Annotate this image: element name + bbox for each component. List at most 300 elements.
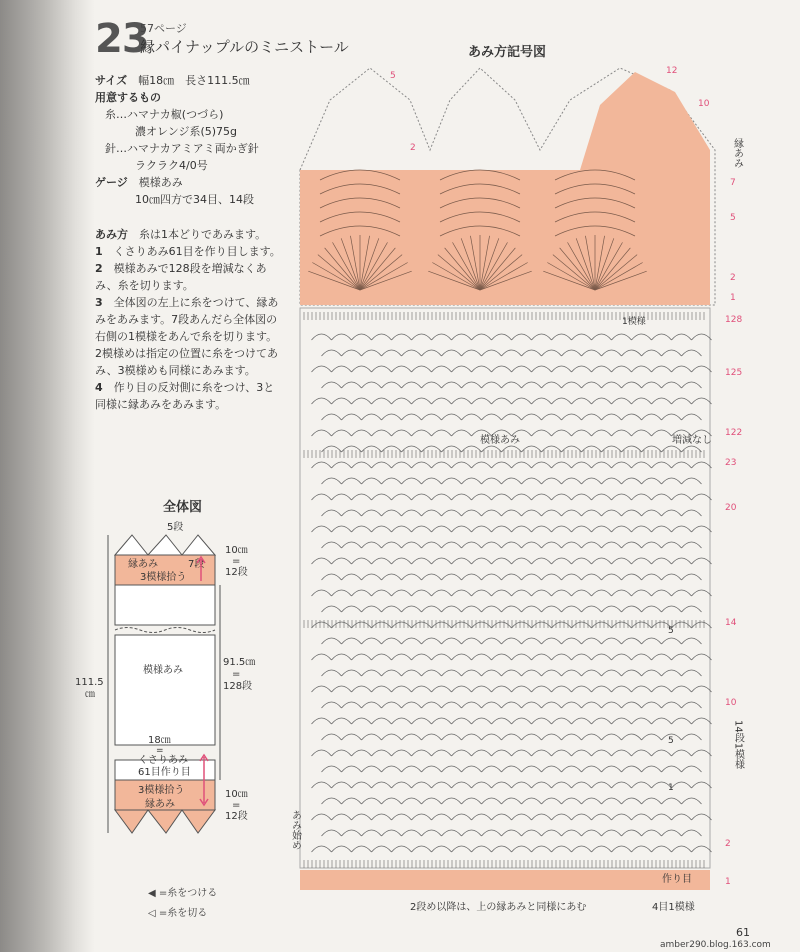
- chain-arch: [412, 782, 432, 788]
- chain-arch: [322, 478, 342, 484]
- chain-arch: [492, 782, 512, 788]
- chain-arch: [372, 526, 392, 532]
- chain-arch: [532, 590, 552, 596]
- chain-arch: [682, 702, 702, 708]
- chain-arch: [412, 590, 432, 596]
- chain-arch: [562, 702, 582, 708]
- chain-arch: [462, 766, 482, 772]
- chain-arch: [602, 702, 622, 708]
- chain-arch: [332, 366, 352, 372]
- chain-arch: [672, 814, 692, 820]
- chain-arch: [522, 670, 542, 676]
- chain-arch: [512, 846, 532, 852]
- chain-arch: [572, 334, 592, 340]
- chain-arch: [592, 622, 612, 628]
- size-label: サイズ: [95, 74, 128, 87]
- chain-arch: [342, 510, 362, 516]
- chain-arch: [682, 638, 702, 644]
- chain-label: くさりあみ: [138, 755, 188, 766]
- chain-arch: [402, 574, 422, 580]
- body-label: 模様あみ: [143, 665, 183, 676]
- chain-arch: [362, 574, 382, 580]
- chain-arch: [332, 654, 352, 660]
- page-reference: 57ページ: [140, 22, 187, 35]
- body-top-section: [115, 585, 215, 625]
- chain-arch: [352, 814, 372, 820]
- chain-arch: [692, 590, 712, 596]
- chain-arch: [312, 398, 332, 404]
- block-row-five: 5: [668, 626, 674, 636]
- chain-arch: [442, 510, 462, 516]
- legend-attach: ◀ =糸をつける: [148, 888, 218, 899]
- chain-arch: [332, 430, 352, 436]
- chain-arch: [452, 814, 472, 820]
- chain-arch: [392, 526, 412, 532]
- chain-arch: [392, 782, 412, 788]
- chain-arch: [472, 366, 492, 372]
- bottom-rows-count: 12段: [225, 811, 248, 822]
- chain-arch: [622, 478, 642, 484]
- bottom-scallop: [115, 810, 215, 833]
- chain-arch: [612, 526, 632, 532]
- chain-arch: [322, 798, 342, 804]
- chain-arch: [542, 830, 562, 836]
- chain-arch: [472, 846, 492, 852]
- chain-arch: [572, 558, 592, 564]
- chain-arch: [482, 606, 502, 612]
- chain-arch: [392, 846, 412, 852]
- chain-arch: [492, 750, 512, 756]
- chain-arch: [642, 382, 662, 388]
- chain-arch: [322, 766, 342, 772]
- edge-label-top: 縁あみ: [128, 559, 158, 570]
- specs-block: [95, 72, 295, 208]
- chain-arch: [442, 574, 462, 580]
- row-number: 14: [725, 618, 737, 628]
- chain-arch: [692, 814, 712, 820]
- chain-arch: [562, 734, 582, 740]
- chain-arch: [662, 830, 682, 836]
- chain-arch: [542, 638, 562, 644]
- chain-arch: [592, 654, 612, 660]
- width-label: 18㎝: [148, 735, 171, 746]
- chain-arch: [452, 718, 472, 724]
- chain-arch: [362, 382, 382, 388]
- chain-arch: [642, 446, 662, 452]
- chain-arch: [452, 622, 472, 628]
- chain-arch: [632, 654, 652, 660]
- chain-arch: [562, 414, 582, 420]
- chain-arch: [632, 366, 652, 372]
- chain-arch: [422, 606, 442, 612]
- chain-arch: [402, 638, 422, 644]
- chain-arch: [452, 846, 472, 852]
- chain-arch: [632, 494, 652, 500]
- chain-arch: [502, 606, 522, 612]
- chain-arch: [342, 574, 362, 580]
- chain-arch: [562, 830, 582, 836]
- chain-arch: [612, 430, 632, 436]
- equals-sign: =: [232, 556, 241, 567]
- chain-arch: [592, 558, 612, 564]
- chain-arch: [342, 638, 362, 644]
- stitch-chart-title: あみ方記号図: [468, 45, 547, 60]
- chain-arch: [572, 430, 592, 436]
- chain-arch: [382, 350, 402, 356]
- chain-arch: [482, 830, 502, 836]
- chain-arch: [472, 686, 492, 692]
- body-middle-section: [115, 635, 215, 745]
- chain-arch: [412, 398, 432, 404]
- chain-arch: [642, 542, 662, 548]
- chain-arch: [542, 670, 562, 676]
- needle-line-1: 針…ハマナカアミアミ両かぎ針: [105, 142, 259, 155]
- chain-arch: [362, 414, 382, 420]
- chain-arch: [642, 766, 662, 772]
- chain-arch: [482, 510, 502, 516]
- chain-arch: [422, 510, 442, 516]
- chain-arch: [542, 766, 562, 772]
- chain-arch: [392, 494, 412, 500]
- chain-arch: [472, 334, 492, 340]
- chain-arch: [462, 574, 482, 580]
- chain-arch: [322, 414, 342, 420]
- chain-arch: [352, 590, 372, 596]
- chain-arch: [572, 494, 592, 500]
- chain-arch: [442, 702, 462, 708]
- chain-arch: [362, 766, 382, 772]
- chain-arch: [422, 414, 442, 420]
- row-number: 125: [725, 368, 743, 378]
- chain-arch: [472, 654, 492, 660]
- chain-arch: [432, 686, 452, 692]
- chain-arch: [622, 414, 642, 420]
- chain-arch: [652, 334, 672, 340]
- chain-arch: [692, 622, 712, 628]
- top-rows-label: 5段: [167, 522, 184, 533]
- chain-arch: [552, 494, 572, 500]
- yarn-line-2: 濃オレンジ系(5)75g: [135, 125, 238, 138]
- chain-arch: [312, 718, 332, 724]
- chain-arch: [522, 734, 542, 740]
- chain-arch: [612, 718, 632, 724]
- chain-arch: [482, 382, 502, 388]
- chain-arch: [472, 622, 492, 628]
- row-number: 23: [725, 458, 737, 468]
- chain-arch: [312, 686, 332, 692]
- chain-arch: [462, 670, 482, 676]
- chain-arch: [532, 718, 552, 724]
- chain-arch: [472, 398, 492, 404]
- chain-arch: [482, 350, 502, 356]
- chain-arch: [482, 542, 502, 548]
- chain-arch: [432, 494, 452, 500]
- motif-repeat: 1模様: [622, 317, 646, 327]
- overall-diagram: [70, 495, 300, 855]
- instructions-block: [95, 226, 283, 413]
- chain-arch: [432, 366, 452, 372]
- chain-arch: [412, 686, 432, 692]
- chain-arch: [392, 398, 412, 404]
- chain-arch: [462, 350, 482, 356]
- chain-arch: [502, 734, 522, 740]
- chain-arch: [512, 494, 532, 500]
- chain-arch: [502, 414, 522, 420]
- chain-arch: [602, 734, 622, 740]
- chain-arch: [682, 414, 702, 420]
- chain-arch: [492, 686, 512, 692]
- chain-arch: [512, 654, 532, 660]
- chain-arch: [472, 558, 492, 564]
- chain-arch: [652, 718, 672, 724]
- chain-arch: [542, 798, 562, 804]
- chain-arch: [462, 798, 482, 804]
- chain-arch: [492, 814, 512, 820]
- chain-arch: [432, 846, 452, 852]
- chain-arch: [562, 670, 582, 676]
- chain-arch: [312, 590, 332, 596]
- chain-arch: [432, 558, 452, 564]
- row-number: 2: [730, 273, 736, 283]
- row-number: 10: [725, 698, 737, 708]
- foundation-edging: [300, 870, 710, 890]
- chain-arch: [582, 830, 602, 836]
- chain-arch: [442, 446, 462, 452]
- chain-arch: [432, 430, 452, 436]
- chain-arch: [362, 734, 382, 740]
- chain-arch: [582, 670, 602, 676]
- chain-arch: [592, 334, 612, 340]
- chain-arch: [362, 510, 382, 516]
- chain-arch: [502, 510, 522, 516]
- chain-arch: [622, 670, 642, 676]
- chain-arch: [352, 526, 372, 532]
- chain-arch: [662, 702, 682, 708]
- chain-arch: [592, 782, 612, 788]
- chain-arch: [552, 526, 572, 532]
- chain-arch: [672, 750, 692, 756]
- row-number: 7: [730, 178, 736, 188]
- chain-arch: [322, 446, 342, 452]
- chain-arch: [582, 734, 602, 740]
- chain-count: 61目作り目: [138, 767, 191, 778]
- chain-arch: [522, 830, 542, 836]
- chain-arch: [322, 638, 342, 644]
- gauge-label: ゲージ: [95, 176, 128, 189]
- chain-arch: [592, 814, 612, 820]
- row-number: 128: [725, 315, 743, 325]
- materials-label: 用意するもの: [95, 91, 161, 104]
- chain-arch: [452, 590, 472, 596]
- chain-arch: [372, 590, 392, 596]
- chain-arch: [612, 686, 632, 692]
- chain-arch: [372, 846, 392, 852]
- pickup-top: 3模様拾う: [140, 572, 187, 583]
- chain-arch: [472, 526, 492, 532]
- chain-arch: [462, 478, 482, 484]
- row-number: 2: [410, 143, 416, 153]
- total-length: 111.5: [75, 677, 104, 688]
- chain-arch: [682, 510, 702, 516]
- chain-arch: [572, 462, 592, 468]
- bottom-height: 10㎝: [225, 789, 248, 800]
- chain-arch: [582, 478, 602, 484]
- page-number: 61: [736, 926, 750, 939]
- chain-arch: [612, 782, 632, 788]
- chain-arch: [662, 542, 682, 548]
- chain-arch: [352, 846, 372, 852]
- chain-arch: [642, 510, 662, 516]
- chain-arch: [492, 622, 512, 628]
- chain-arch: [332, 558, 352, 564]
- chain-arch: [412, 526, 432, 532]
- top-scallop-outline: [115, 535, 215, 555]
- chain-arch: [312, 526, 332, 532]
- chain-arch: [452, 462, 472, 468]
- chain-arch: [652, 686, 672, 692]
- chain-arch: [592, 750, 612, 756]
- chain-arch: [662, 414, 682, 420]
- chain-arch: [382, 478, 402, 484]
- chain-arch: [662, 574, 682, 580]
- chain-arch: [372, 622, 392, 628]
- chain-arch: [682, 542, 702, 548]
- chain-arch: [532, 846, 552, 852]
- chain-arch: [542, 702, 562, 708]
- chain-arch: [502, 574, 522, 580]
- chain-arch: [482, 798, 502, 804]
- chain-arch: [392, 334, 412, 340]
- chain-arch: [342, 670, 362, 676]
- chain-arch: [492, 494, 512, 500]
- row-number: 12: [666, 66, 678, 76]
- no-change-label: 増減なし: [672, 435, 712, 446]
- chain-arch: [402, 734, 422, 740]
- chain-arch: [582, 766, 602, 772]
- chain-arch: [472, 814, 492, 820]
- chain-arch: [582, 350, 602, 356]
- chain-arch: [692, 462, 712, 468]
- chain-arch: [432, 462, 452, 468]
- chain-arch: [332, 590, 352, 596]
- chain-arch: [312, 494, 332, 500]
- chain-arch: [322, 734, 342, 740]
- chain-arch: [482, 478, 502, 484]
- chain-arch: [322, 574, 342, 580]
- chain-arch: [482, 414, 502, 420]
- chain-arch: [532, 494, 552, 500]
- total-length-unit: ㎝: [85, 689, 95, 700]
- chain-arch: [422, 798, 442, 804]
- chain-arch: [522, 478, 542, 484]
- chain-arch: [532, 430, 552, 436]
- chain-arch: [382, 830, 402, 836]
- chain-arch: [602, 382, 622, 388]
- chain-arch: [442, 830, 462, 836]
- chain-arch: [522, 766, 542, 772]
- row-number: 20: [725, 503, 737, 513]
- chain-arch: [532, 334, 552, 340]
- chain-arch: [412, 366, 432, 372]
- edging-fill-peak: [580, 72, 710, 170]
- chain-arch: [672, 622, 692, 628]
- chain-arch: [582, 638, 602, 644]
- chain-arch: [402, 702, 422, 708]
- chain-arch: [642, 734, 662, 740]
- chain-arch: [322, 606, 342, 612]
- chain-arch: [432, 526, 452, 532]
- chain-arch: [672, 654, 692, 660]
- chain-arch: [512, 782, 532, 788]
- chain-arch: [572, 366, 592, 372]
- chain-arch: [372, 654, 392, 660]
- chain-arch: [632, 718, 652, 724]
- chain-arch: [452, 750, 472, 756]
- chain-arch: [632, 750, 652, 756]
- chain-arch: [432, 334, 452, 340]
- chain-arch: [462, 510, 482, 516]
- chain-arch: [422, 574, 442, 580]
- chain-arch: [312, 814, 332, 820]
- chain-arch: [532, 782, 552, 788]
- chain-arch: [532, 750, 552, 756]
- chain-arch: [552, 334, 572, 340]
- chain-arch: [542, 734, 562, 740]
- chain-arch: [572, 750, 592, 756]
- chain-arch: [642, 414, 662, 420]
- chain-arch: [372, 718, 392, 724]
- chain-arch: [402, 446, 422, 452]
- chain-arch: [422, 766, 442, 772]
- chain-arch: [602, 414, 622, 420]
- chain-arch: [502, 798, 522, 804]
- chain-arch: [632, 686, 652, 692]
- body-rows: 128段: [223, 681, 253, 692]
- chain-arch: [372, 686, 392, 692]
- chain-arch: [562, 606, 582, 612]
- chain-arch: [442, 382, 462, 388]
- chain-arch: [392, 750, 412, 756]
- chain-arch: [512, 334, 532, 340]
- chain-arch: [652, 398, 672, 404]
- chain-arch: [432, 814, 452, 820]
- chain-arch: [372, 750, 392, 756]
- chain-arch: [402, 350, 422, 356]
- chain-arch: [502, 702, 522, 708]
- chain-arch: [342, 478, 362, 484]
- chain-arch: [462, 382, 482, 388]
- chain-arch: [442, 638, 462, 644]
- chain-arch: [582, 702, 602, 708]
- chain-arch: [662, 350, 682, 356]
- chain-arch: [602, 350, 622, 356]
- chain-arch: [602, 606, 622, 612]
- chain-arch: [672, 526, 692, 532]
- chain-arch: [522, 414, 542, 420]
- top-rows-count: 12段: [225, 567, 248, 578]
- chain-arch: [342, 734, 362, 740]
- stitch-chart: [290, 40, 770, 920]
- chain-arch: [352, 622, 372, 628]
- chain-arch: [402, 414, 422, 420]
- chain-arch: [562, 638, 582, 644]
- chain-arch: [582, 574, 602, 580]
- chain-arch: [502, 670, 522, 676]
- chain-arch: [322, 670, 342, 676]
- chain-arch: [372, 462, 392, 468]
- chain-arch: [312, 366, 332, 372]
- chain-arch: [632, 430, 652, 436]
